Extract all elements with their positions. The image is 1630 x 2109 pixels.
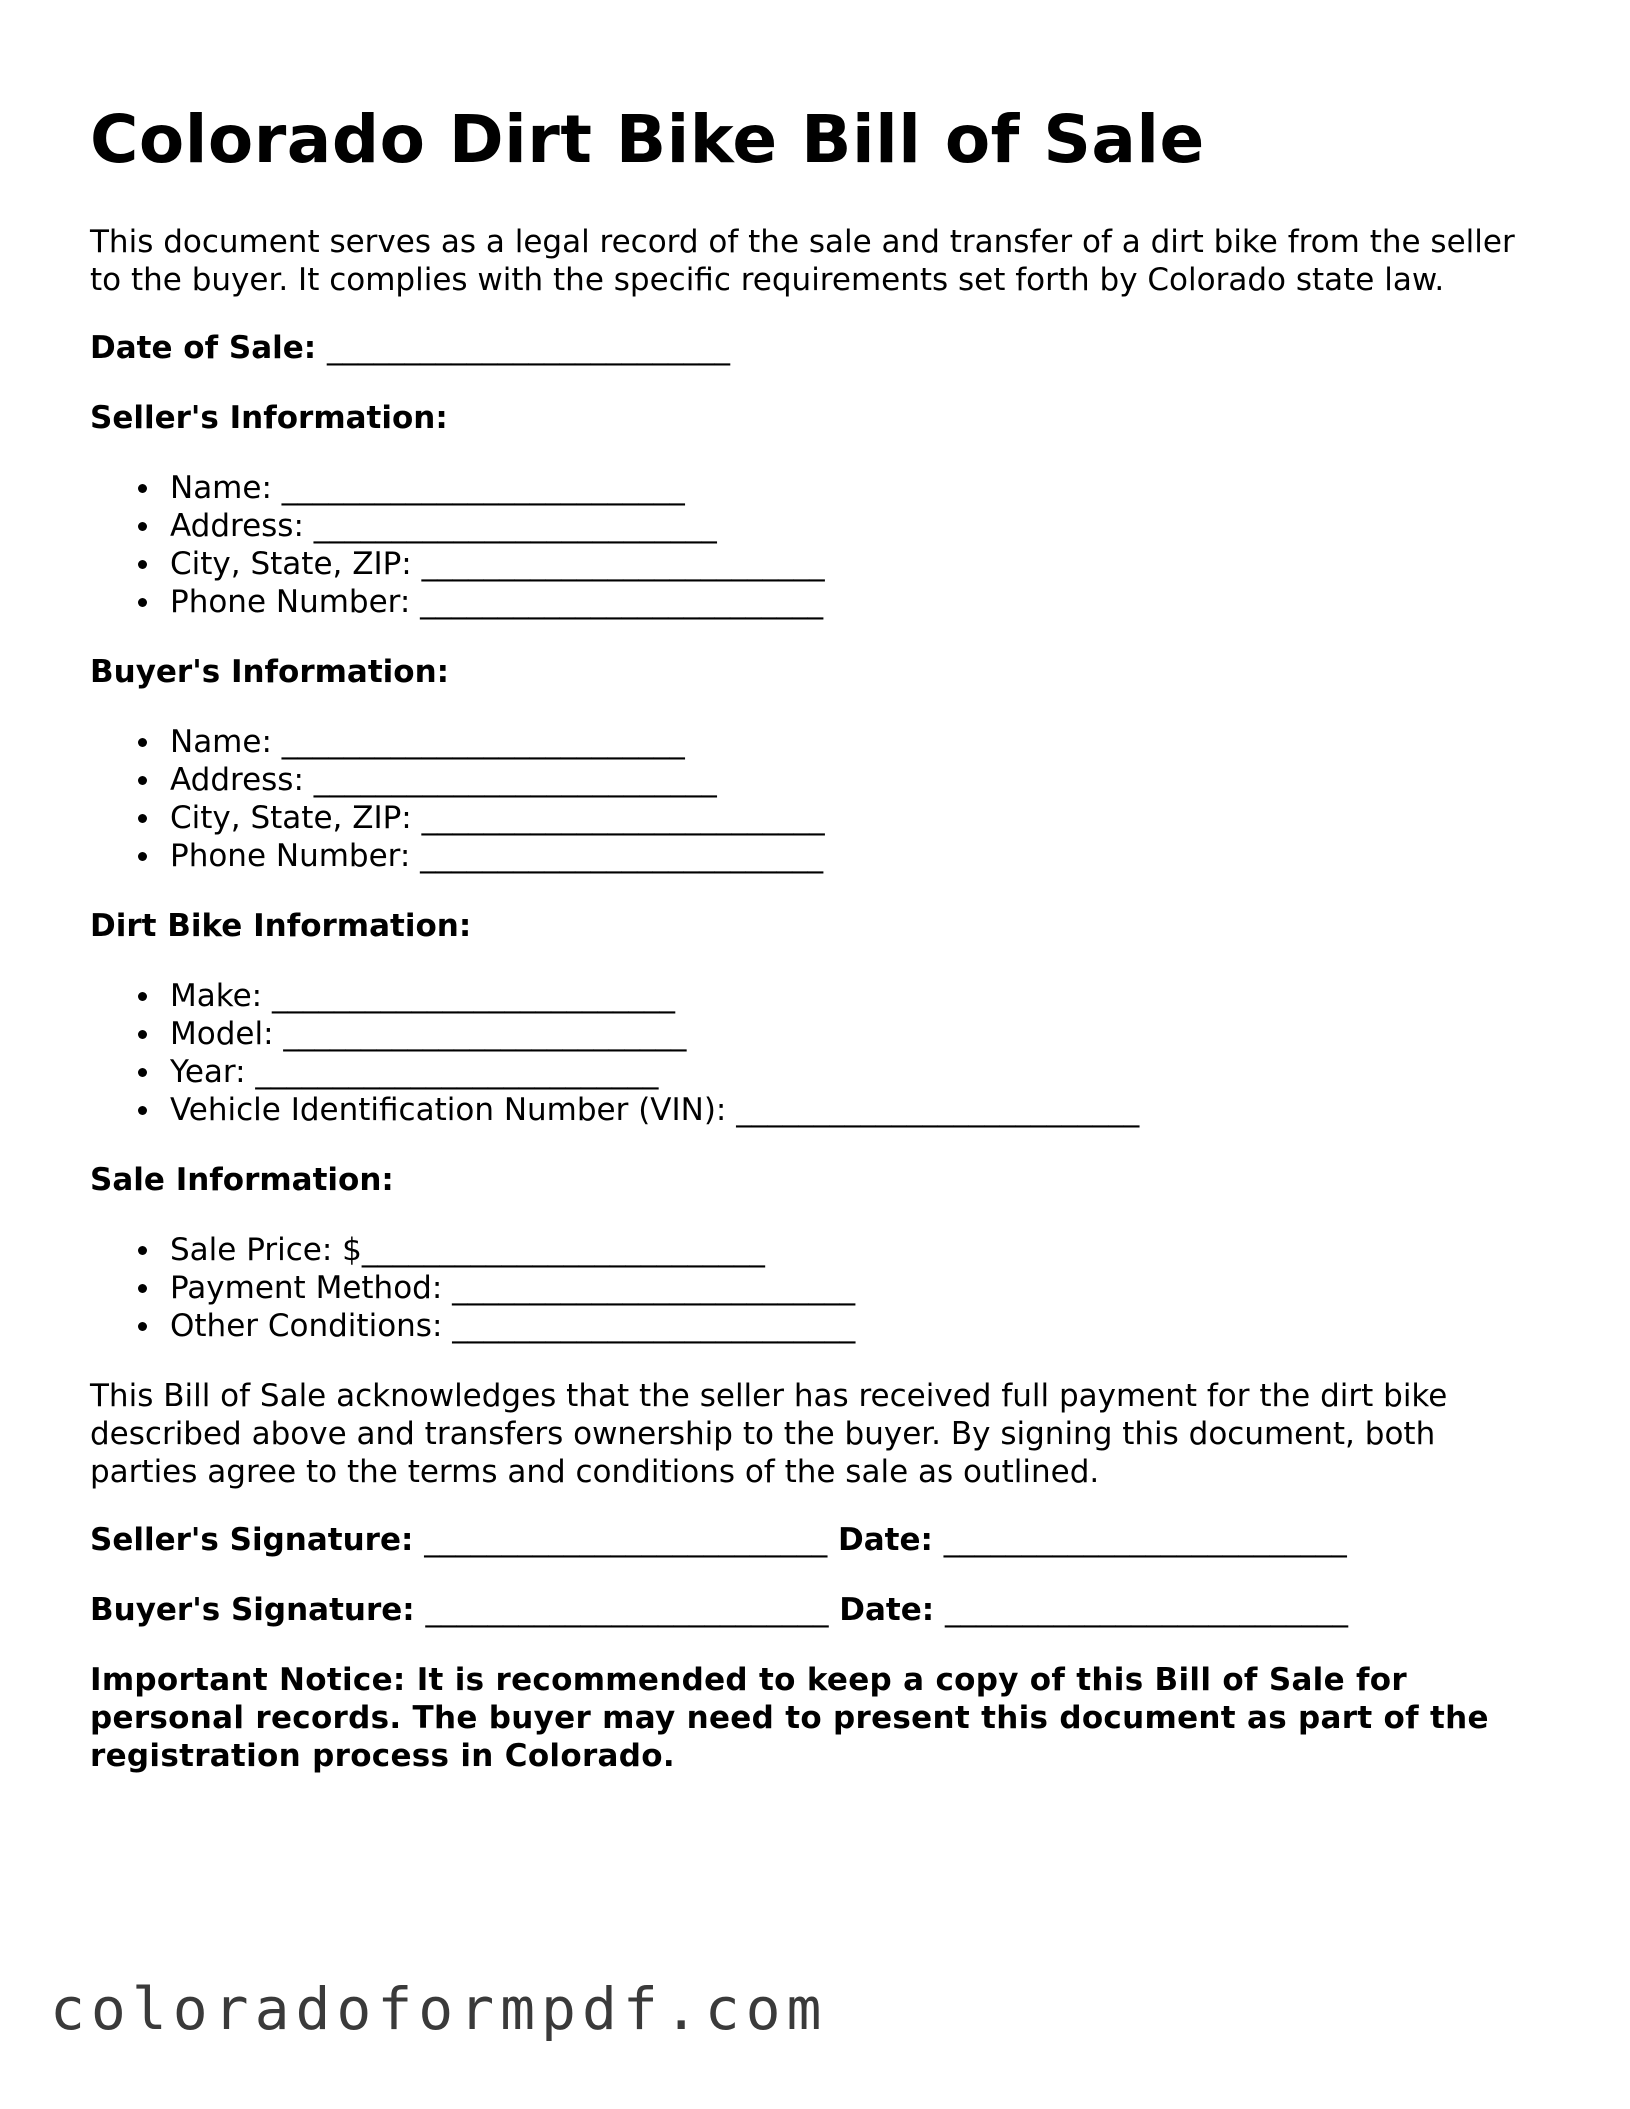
other-conditions-blank[interactable]: __________________________ (452, 1308, 856, 1345)
seller-date-blank[interactable]: __________________________ (943, 1522, 1347, 1559)
payment-method-blank[interactable]: __________________________ (452, 1270, 856, 1307)
sale-price-blank[interactable]: __________________________ (361, 1232, 765, 1269)
date-of-sale-blank[interactable]: __________________________ (326, 330, 730, 367)
seller-name-field: Name: __________________________ (132, 469, 1540, 507)
intro-paragraph: This document serves as a legal record of the sale and transfer of a dirt bike from the seller to the buyer. It complies with the specific requirements set forth by Colorado state law. (90, 224, 1515, 299)
document-page (90, 100, 1540, 1775)
seller-address-blank[interactable]: __________________________ (313, 508, 717, 545)
buyer-date-label: Date: (839, 1592, 935, 1629)
bike-model-field: Model: __________________________ (132, 1015, 1540, 1053)
seller-city-field: City, State, ZIP: __________________________ (132, 545, 1540, 583)
buyer-fields (90, 723, 1540, 875)
buyer-phone-field: Phone Number: __________________________ (132, 837, 1540, 875)
seller-address-field: Address: __________________________ (132, 507, 1540, 545)
seller-signature-blank[interactable]: __________________________ (424, 1522, 828, 1559)
bike-fields (90, 977, 1540, 1129)
buyer-address-field: Address: __________________________ (132, 761, 1540, 799)
seller-phone-field: Phone Number: __________________________ (132, 583, 1540, 621)
acknowledgment-paragraph: This Bill of Sale acknowledges that the seller has received full payment for the dirt bike described above and transfers ownership to the buyer. By signing this document, both parties agree to the terms and conditions of the sale as outlined. (90, 1378, 1448, 1491)
buyer-name-blank[interactable]: __________________________ (281, 724, 685, 761)
seller-heading: Seller's Information: (90, 400, 448, 437)
buyer-name-field: Name: __________________________ (132, 723, 1540, 761)
buyer-date-blank[interactable]: __________________________ (944, 1592, 1348, 1629)
buyer-signature-blank[interactable]: __________________________ (425, 1592, 829, 1629)
seller-city-blank[interactable]: __________________________ (421, 546, 825, 583)
bike-make-blank[interactable]: __________________________ (271, 978, 675, 1015)
date-of-sale-label: Date of Sale: (90, 330, 317, 367)
date-of-sale-line (90, 329, 1540, 367)
bike-year-field: Year: __________________________ (132, 1053, 1540, 1091)
important-notice: Important Notice: It is recommended to keep a copy of this Bill of Sale for personal records. The buyer may need to present this document as part of the registration process in Colorado. (90, 1662, 1489, 1775)
seller-signature-label: Seller's Signature: (90, 1522, 414, 1559)
buyer-address-blank[interactable]: __________________________ (313, 762, 717, 799)
bike-model-blank[interactable]: __________________________ (283, 1016, 687, 1053)
payment-method-field: Payment Method: __________________________ (132, 1269, 1540, 1307)
other-conditions-field: Other Conditions: __________________________ (132, 1307, 1540, 1345)
buyer-phone-blank[interactable]: __________________________ (420, 838, 824, 875)
document-title: Colorado Dirt Bike Bill of Sale (90, 101, 1205, 178)
sale-fields (90, 1231, 1540, 1345)
seller-name-blank[interactable]: __________________________ (281, 470, 685, 507)
seller-phone-blank[interactable]: __________________________ (420, 584, 824, 621)
seller-fields (90, 469, 1540, 621)
sale-price-field: Sale Price: $__________________________ (132, 1231, 1540, 1269)
buyer-signature-label: Buyer's Signature: (90, 1592, 415, 1629)
buyer-signature-line (90, 1591, 1540, 1629)
bike-vin-blank[interactable]: __________________________ (736, 1092, 1140, 1129)
buyer-city-field: City, State, ZIP: __________________________ (132, 799, 1540, 837)
sale-heading: Sale Information: (90, 1162, 394, 1199)
bike-year-blank[interactable]: __________________________ (255, 1054, 659, 1091)
seller-signature-line (90, 1521, 1540, 1559)
buyer-heading: Buyer's Information: (90, 654, 450, 691)
bike-heading: Dirt Bike Information: (90, 908, 472, 945)
seller-date-label: Date: (837, 1522, 933, 1559)
bike-vin-field: Vehicle Identification Number (VIN): __________________________ (132, 1091, 1540, 1129)
site-watermark: coloradoformpdf.com (50, 1975, 828, 2043)
buyer-city-blank[interactable]: __________________________ (421, 800, 825, 837)
bike-make-field: Make: __________________________ (132, 977, 1540, 1015)
